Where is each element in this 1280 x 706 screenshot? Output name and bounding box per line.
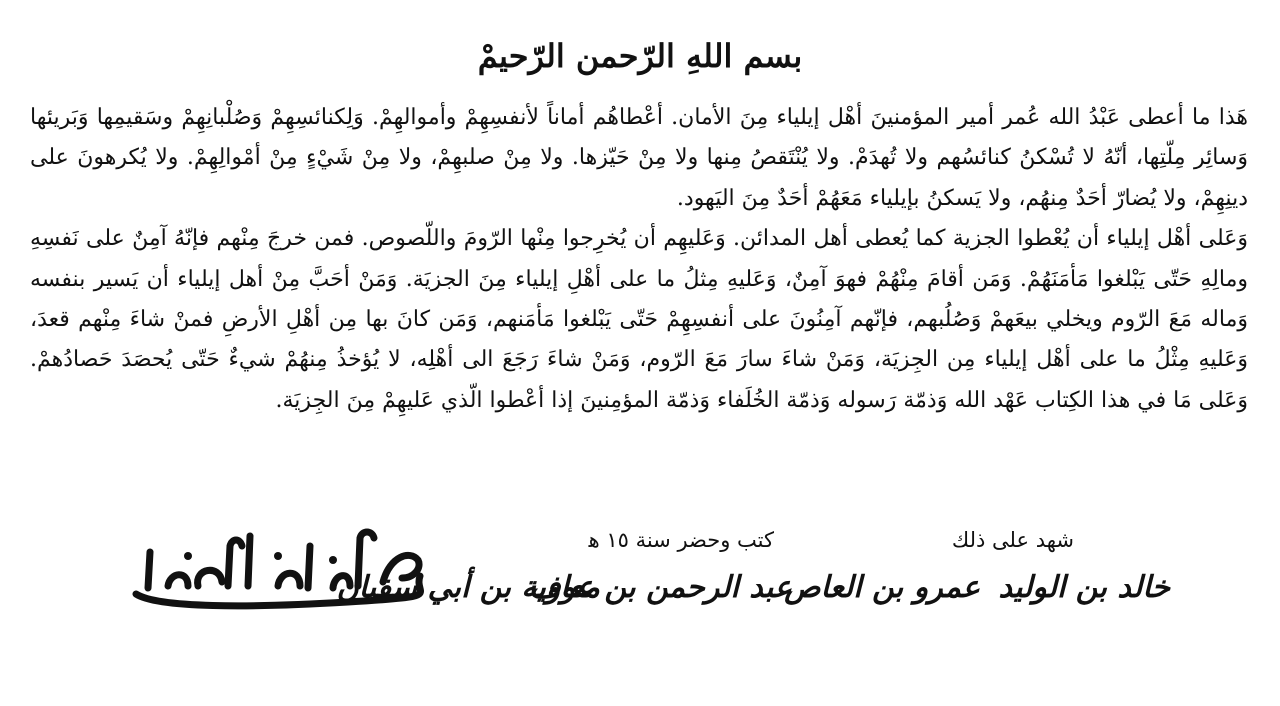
paragraph-1: هَذا ما أعطى عَبْدُ الله عُمر أمير المؤمنينَ أهْل إيلياء مِنَ الأمان. أعْطاهُم أماناً لأنفسِهِمْ وأموالهِمْ. وَلِكنائسِهِمْ وَصُلْبانِهِمْ وسَقيمِها وَبَريئها وَسائِر مِلّتِها، أنّهُ لا تُسْكنُ كنائسُهم ولا تُهدَمْ. ولا يُنْتَقصُ مِنها ولا مِنْ حَيّزها. ولا مِنْ صلبهِمْ، ولا مِنْ شَيْءٍ مِنْ أمْوالِهِمْ. ولا يُكرهونَ على دينِهِمْ، ولا يُضارّ أحَدٌ مِنهُم، ولا يَسكنُ بإيلياء مَعَهُمْ أحَدٌ مِنَ اليَهود. — [30, 105, 1248, 211]
written-date-label: كتب وحضر سنة ١٥ ﻫ — [588, 528, 774, 552]
witness-signature-khalid: خالد بن الوليد — [998, 570, 1170, 605]
paragraph-2: وَعَلى أهْل إيلياء أن يُعْطوا الجزية كما يُعطى أهل المدائن. وَعَليهِم أن يُخرِجوا مِنْها الرّومَ واللّصوص. فمن خرجَ مِنْهم فإنّهُ آمِنٌ على نَفسِهِ ومالِهِ حَتّى يَبْلغوا مَأمَنَهُمْ. وَمَن أقامَ مِنْهُمْ فهوَ آمِنٌ، وَعَليهِ مِثلُ ما على أهْلِ إيلياء مِنَ الجزيَة. وَمَنْ أحَبَّ مِنْ أهل إيلياء أن يَسير بنفسه وَماله مَعَ الرّوم ويخلي بيعَهمْ وَصُلُبهم، فإنّهم آمِنُونَ على أنفسِهِمْ حَتّى يَبْلغوا مَأمَنهم، وَمَن كانَ بها مِن أهْلِ الأرضِ فمنْ شاءَ مِنْهم قعدَ، وَعَليهِ مِثْلُ ما على أهْل إيلياء مِن الجِزيَة، وَمَنْ شاءَ سارَ مَعَ الرّوم، وَمَنْ شاءَ رَجَعَ الى أهْلِه، لا يُؤخذُ مِنهُمْ شيءٌ حَتّى يُحصَدَ حَصادُهمْ. وَعَلى مَا في هذا الكِتاب عَهْد الله وَذمّة رَسوله وَذمّة الخُلَفاء وَذمّة المؤمِنينَ إذا أعْطوا الّذي عَليهِمْ مِنَ الجِزيَة. — [30, 226, 1248, 413]
basmala-heading: بسم اللهِ الرّحمن الرّحيمْ — [477, 37, 803, 75]
covenant-body — [30, 98, 1248, 421]
umar-calligraphy-signature — [128, 516, 428, 616]
witness-label: شهد على ذلك — [951, 528, 1074, 552]
witness-signature-muawiya: معاوية بن أبي سفيان — [336, 570, 600, 605]
calligraphy-signature-icon — [128, 516, 428, 616]
witness-signature-abdulrahman: عبد الرحمن بن عوف — [529, 570, 792, 605]
witness-signature-amr: عمرو بن العاص — [784, 570, 980, 605]
